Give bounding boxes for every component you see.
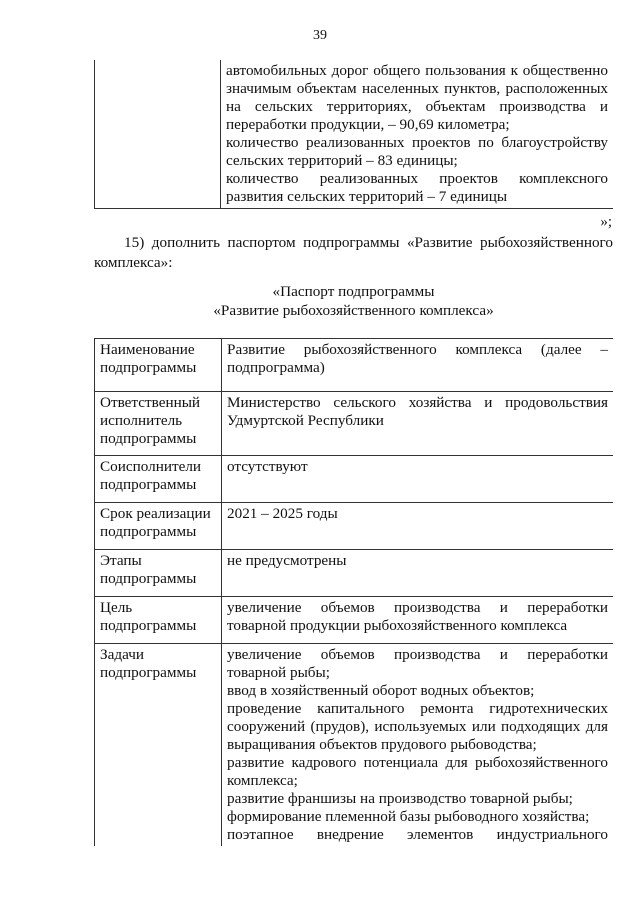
passport-table <box>94 338 613 846</box>
passport-title-line2: «Развитие рыбохозяйственного комплекса» <box>213 302 494 319</box>
row-label: Срок реализации подпрограммы <box>95 503 222 550</box>
row-label: Наименование подпрограммы <box>95 339 222 392</box>
task-item: формирование племенной базы рыбоводного хозяйства; <box>227 808 590 825</box>
row-label: Задачи подпрограммы <box>95 644 222 847</box>
continuation-value-cell <box>221 60 614 209</box>
row-value: увеличение объемов производства и переработки товарной продукции рыбохозяйственного комплекса <box>222 597 614 644</box>
indicator-roads: автомобильных дорог общего пользования к общественно значимым объектам населенных пунктов, расположенных на сельских территориях, объектам производства и переработки продукции, – 90,69 километра; <box>226 62 608 133</box>
row-value: Министерство сельского хозяйства и продовольствия Удмуртской Республики <box>222 392 614 456</box>
task-item: ввод в хозяйственный оборот водных объектов; <box>227 682 535 699</box>
row-label: Цель подпрограммы <box>95 597 222 644</box>
row-label: Ответственный исполнитель подпрограммы <box>95 392 222 456</box>
passport-row-coexecutors <box>95 456 614 503</box>
passport-row-stages <box>95 550 614 597</box>
passport-row-executor <box>95 392 614 456</box>
closing-quote: »; <box>600 214 612 230</box>
task-item: проведение капитального ремонта гидротехнических сооружений (прудов), используемых или подходящих для выращивания объектов прудового рыбоводства; <box>227 700 608 753</box>
row-value: не предусмотрены <box>222 550 614 597</box>
row-label: Этапы подпрограммы <box>95 550 222 597</box>
task-item: увеличение объемов производства и переработки товарной рыбы; <box>227 646 608 681</box>
passport-row-name <box>95 339 614 392</box>
passport-title <box>94 282 613 320</box>
task-item: развитие кадрового потенциала для рыбохозяйственного комплекса; <box>227 754 608 789</box>
continuation-label-cell <box>95 60 221 209</box>
indicator-landscaping: количество реализованных проектов по благоустройству сельских территорий – 83 единицы; <box>226 134 608 169</box>
task-item: поэтапное внедрение элементов индустриального <box>227 826 608 843</box>
row-value: 2021 – 2025 годы <box>222 503 614 550</box>
continuation-table <box>94 60 613 209</box>
row-value: Развитие рыбохозяйственного комплекса (далее – подпрограмма) <box>222 339 614 392</box>
amendment-paragraph: 15) дополнить паспортом подпрограммы «Развитие рыбохозяйственного комплекса»: <box>94 234 613 271</box>
row-value: отсутствуют <box>222 456 614 503</box>
passport-row-tasks <box>95 644 614 847</box>
passport-title-line1: «Паспорт подпрограммы <box>272 283 435 300</box>
row-label: Соисполнители подпрограммы <box>95 456 222 503</box>
indicator-complex-development: количество реализованных проектов комплексного развития сельских территорий – 7 единицы <box>226 170 608 205</box>
passport-row-term <box>95 503 614 550</box>
tasks-value-cell <box>222 644 614 847</box>
task-item: развитие франшизы на производство товарной рыбы; <box>227 790 573 807</box>
passport-row-goal <box>95 597 614 644</box>
page-number: 39 <box>313 28 327 43</box>
